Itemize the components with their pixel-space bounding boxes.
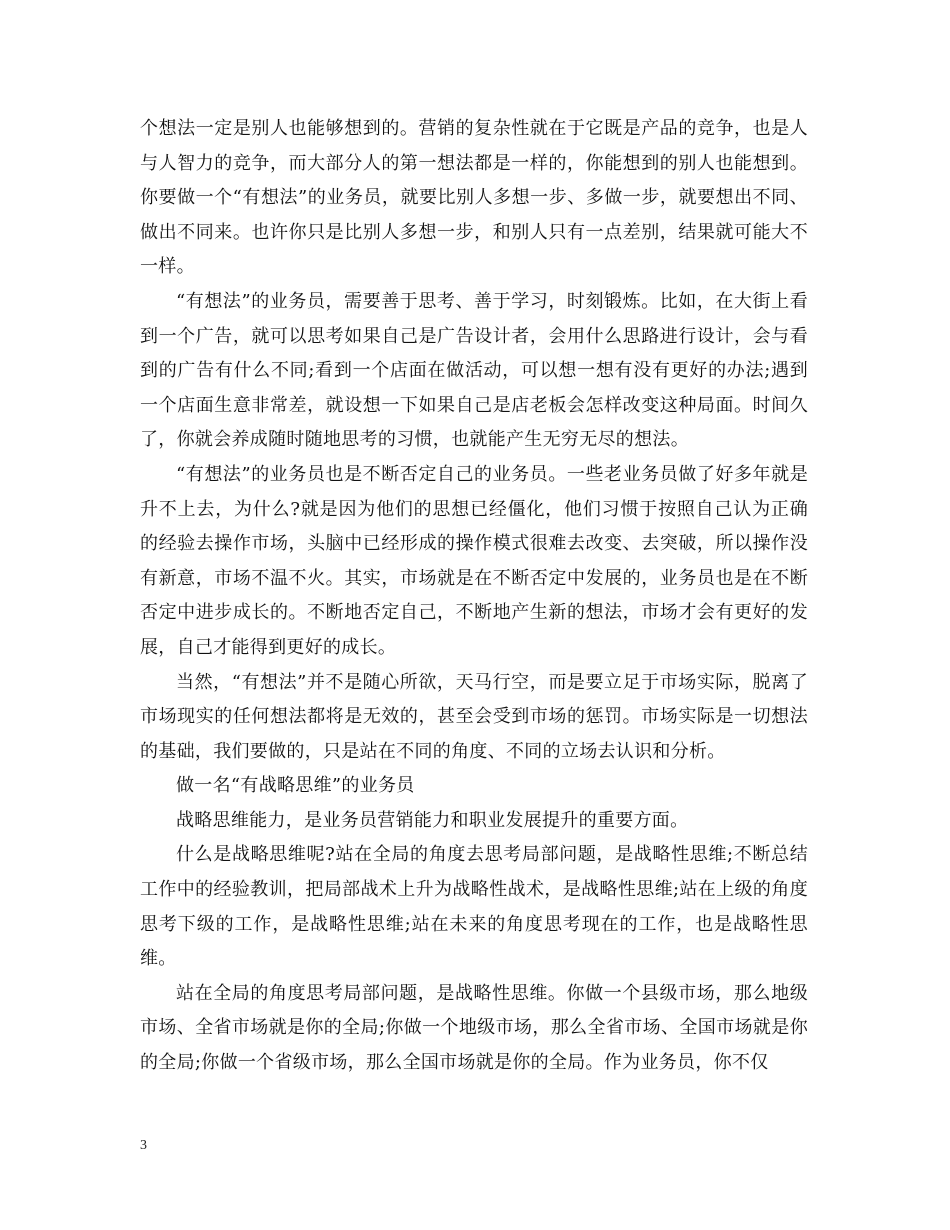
paragraph: “有想法”的业务员也是不断否定自己的业务员。一些老业务员做了好多年就是升不上去，为什么?就是因为他们的思想已经僵化，他们习惯于按照自己认为正确的经验去操作市场，头脑中已经形成的操作模式很难去改变、去突破，所以操作没有新意，市场不温不火。其实，市场就是在不断否定中发展的，业务员也是在不断否定中进步成长的。不断地否定自己，不断地产生新的想法，市场才会有更好的发展，自己才能得到更好的成长。	[140, 463, 808, 658]
paragraph: 个想法一定是别人也能够想到的。营销的复杂性就在于它既是产品的竞争，也是人与人智力的竞争，而大部分人的第一想法都是一样的，你能想到的别人也能想到。你要做一个“有想法”的业务员，就要比别人多想一步、多做一步，就要想出不同、做出不同来。也许你只是比别人多想一步，和别人只有一点差别，结果就可能大不一样。	[140, 118, 808, 278]
paragraph: 站在全局的角度思考局部问题，是战略性思维。你做一个县级市场，那么地级市场、全省市场就是你的全局;你做一个地级市场，那么全省市场、全国市场就是你的全局;你做一个省级市场，那么全国市场就是你的全局。作为业务员，你不仅	[140, 982, 808, 1074]
paragraph: “有想法”的业务员，需要善于思考、善于学习，时刻锻炼。比如，在大街上看到一个广告，就可以思考如果自己是广告设计者，会用什么思路进行设计，会与看到的广告有什么不同;看到一个店面在做活动，可以想一想有没有更好的办法;遇到一个店面生意非常差，就设想一下如果自己是店老板会怎样改变这种局面。时间久了，你就会养成随时随地思考的习惯，也就能产生无穷无尽的想法。	[140, 290, 808, 451]
paragraph: 什么是战略思维呢?站在全局的角度去思考局部问题，是战略性思维;不断总结工作中的经验教训，把局部战术上升为战略性战术，是战略性思维;站在上级的角度思考下级的工作，是战略性思维;站在未来的角度思考现在的工作，也是战略性思维。	[140, 844, 808, 970]
section-heading: 做一名“有战略思维”的业务员	[176, 775, 415, 797]
paragraph: 战略思维能力，是业务员营销能力和职业发展提升的重要方面。	[176, 809, 689, 831]
page-number: 3	[140, 1138, 147, 1153]
document-body	[140, 112, 808, 1081]
paragraph: 当然，“有想法”并不是随心所欲，天马行空，而是要立足于市场实际，脱离了市场现实的任何想法都将是无效的，甚至会受到市场的惩罚。市场实际是一切想法的基础，我们要做的，只是站在不同的角度、不同的立场去认识和分析。	[140, 671, 808, 762]
